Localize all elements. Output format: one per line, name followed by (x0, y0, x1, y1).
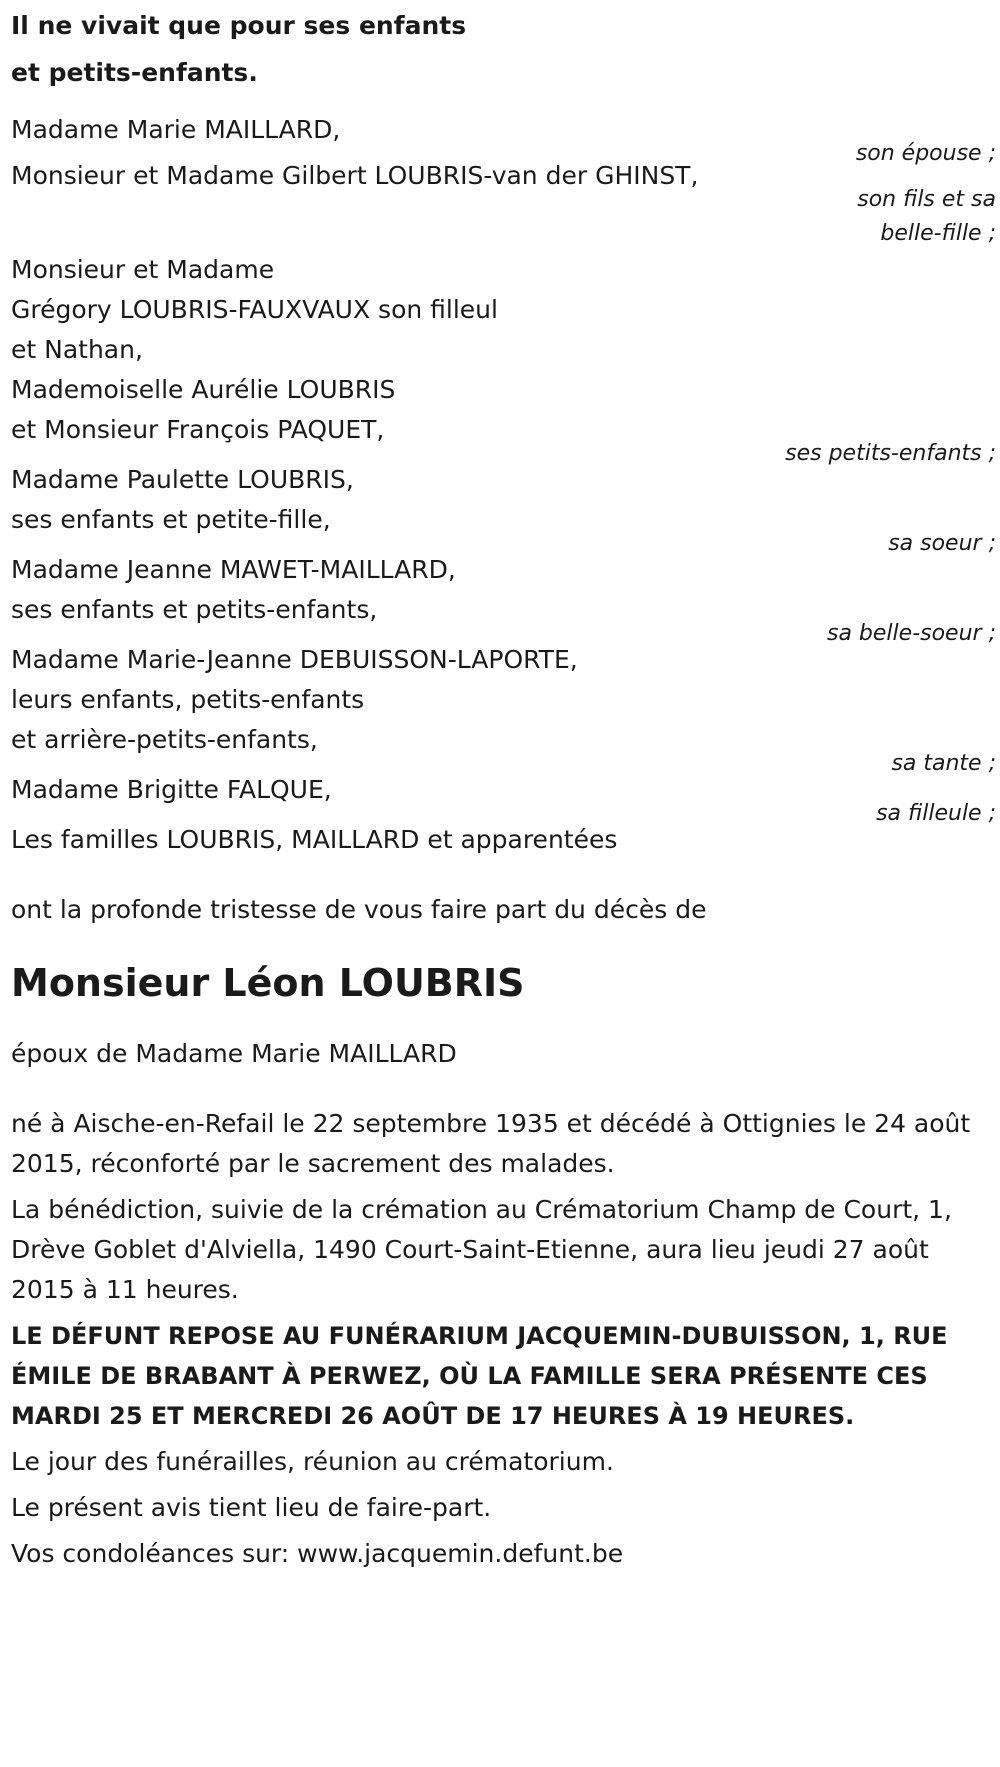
family-line: ses enfants et petite-fille, (11, 505, 331, 534)
family-group (11, 640, 996, 784)
family-group (11, 250, 996, 474)
family-line: Monsieur et Madame Gilbert LOUBRIS-van der GHINST, (11, 161, 699, 190)
family-line: ses enfants et petits-enfants, (11, 595, 378, 624)
family-line: Madame Brigitte FALQUE, (11, 775, 332, 804)
family-role: sa filleule ; (876, 801, 996, 826)
family-list (11, 110, 996, 860)
birth-death: né à Aische-en-Refail le 22 septembre 1935 et décédé à Ottignies le 24 août 2015, réconforté par le sacrement des malades. (11, 1109, 971, 1178)
family-line: Madame Jeanne MAWET-MAILLARD, (11, 555, 456, 584)
visitation-details: LE DÉFUNT REPOSE AU FUNÉRARIUM JACQUEMIN-DUBUISSON, 1, RUE ÉMILE DE BRABANT À PERWEZ, OÙ LA FAMILLE SERA PRÉSENTE CES MARDI 25 ET MERCREDI 26 AOÛT DE 17 HEURES À 19 HEURES. (11, 1322, 948, 1430)
family-group (11, 550, 996, 654)
family-line: Grégory LOUBRIS-FAUXVAUX son filleul (11, 295, 498, 324)
announcement: ont la profonde tristesse de vous faire part du décès de (11, 895, 707, 924)
spouse-line: époux de Madame Marie MAILLARD (11, 1039, 457, 1068)
family-line: Mademoiselle Aurélie LOUBRIS (11, 375, 396, 404)
family-role: sa soeur ; (888, 531, 996, 556)
family-role: sa belle-soeur ; (827, 621, 996, 646)
epitaph (11, 0, 1000, 98)
family-line: et arrière-petits-enfants, (11, 725, 318, 754)
notice-text: Le présent avis tient lieu de faire-part. (11, 1493, 492, 1522)
ceremony-details: La bénédiction, suivie de la crémation au Crématorium Champ de Court, 1, Drève Goblet d'Alviella, 1490 Court-Saint-Etienne, aura lieu jeudi 27 août 2015 à 11 heures. (11, 1195, 952, 1304)
family-role: son fils et sa (857, 187, 996, 212)
condolences-link[interactable]: Vos condoléances sur: www.jacquemin.defunt.be (11, 1539, 624, 1568)
family-line: et Nathan, (11, 335, 143, 364)
family-role: belle-fille ; (880, 221, 996, 246)
epitaph-line: Il ne vivait que pour ses enfants (11, 11, 467, 40)
family-role: ses petits-enfants ; (785, 441, 996, 466)
family-group (11, 460, 996, 564)
deceased-name: Monsieur Léon LOUBRIS (11, 961, 525, 1005)
family-line: Les familles LOUBRIS, MAILLARD et apparentées (11, 825, 618, 854)
family-line: Madame Marie-Jeanne DEBUISSON-LAPORTE, (11, 645, 578, 674)
family-line: et Monsieur François PAQUET, (11, 415, 385, 444)
family-group (11, 156, 996, 254)
funeral-meeting: Le jour des funérailles, réunion au crématorium. (11, 1447, 614, 1476)
family-group (11, 820, 996, 860)
family-line: Madame Marie MAILLARD, (11, 115, 341, 144)
family-line: leurs enfants, petits-enfants (11, 685, 365, 714)
epitaph-line: et petits-enfants. (11, 58, 258, 87)
family-line: Madame Paulette LOUBRIS, (11, 465, 354, 494)
family-role: son épouse ; (855, 141, 996, 166)
family-line: Monsieur et Madame (11, 255, 275, 284)
family-role: sa tante ; (891, 751, 996, 776)
